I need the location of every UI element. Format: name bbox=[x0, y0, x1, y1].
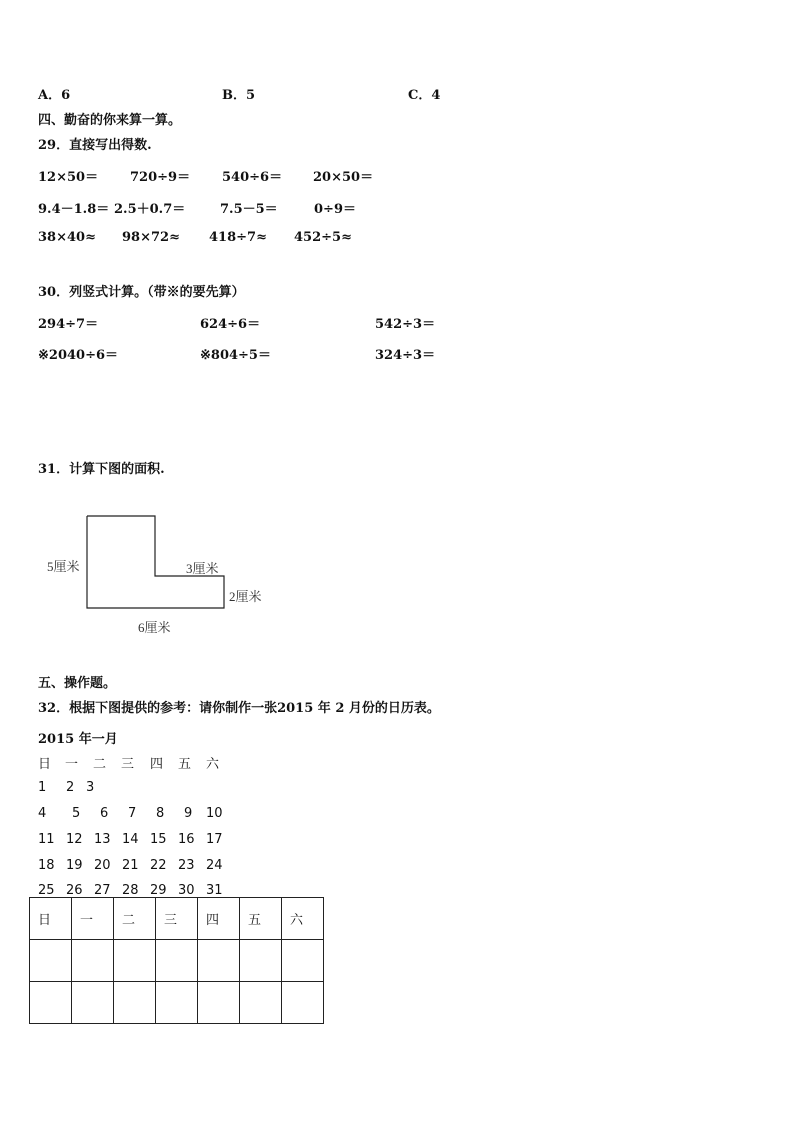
choice-b: B．5 bbox=[222, 88, 256, 103]
weekday-label: 二 bbox=[93, 757, 107, 772]
calendar-day: 6 bbox=[100, 806, 109, 821]
q29-item: 98×72≈ bbox=[122, 230, 180, 245]
q29-item: 7.5－5＝ bbox=[220, 202, 278, 217]
q29-item: 2.5＋0.7＝ bbox=[114, 202, 186, 217]
q30-item: 624÷6＝ bbox=[200, 317, 261, 332]
grid-empty-cell[interactable] bbox=[114, 940, 156, 982]
calendar-title: 2015 年一月 bbox=[38, 732, 118, 747]
calendar-day: 30 bbox=[178, 883, 195, 898]
q29-item: 0÷9＝ bbox=[314, 202, 356, 217]
calendar-day: 17 bbox=[206, 832, 223, 847]
q29-item: 418÷7≈ bbox=[209, 230, 267, 245]
q30-item: 294÷7＝ bbox=[38, 317, 99, 332]
calendar-day: 8 bbox=[156, 806, 165, 821]
grid-empty-cell[interactable] bbox=[240, 940, 282, 982]
grid-header-cell: 三 bbox=[156, 898, 198, 940]
grid-header-cell: 六 bbox=[282, 898, 324, 940]
grid-empty-cell[interactable] bbox=[72, 982, 114, 1024]
choice-a: A．6 bbox=[38, 88, 71, 103]
calendar-day: 24 bbox=[206, 858, 223, 873]
q30-title: 30．列竖式计算。（带※的要先算） bbox=[38, 285, 245, 300]
calendar-day: 20 bbox=[94, 858, 111, 873]
grid-empty-cell[interactable] bbox=[282, 940, 324, 982]
q30-item: 324÷3＝ bbox=[375, 348, 436, 363]
weekday-label: 三 bbox=[121, 757, 135, 772]
grid-empty-cell[interactable] bbox=[72, 940, 114, 982]
grid-empty-cell[interactable] bbox=[30, 940, 72, 982]
q29-item: 452÷5≈ bbox=[294, 230, 352, 245]
calendar-day: 1 bbox=[38, 780, 47, 795]
grid-header-cell: 日 bbox=[30, 898, 72, 940]
section-4-title: 四、勤奋的你来算一算。 bbox=[38, 113, 182, 128]
grid-empty-cell[interactable] bbox=[240, 982, 282, 1024]
calendar-day: 27 bbox=[94, 883, 111, 898]
weekday-label: 六 bbox=[206, 757, 220, 772]
weekday-label: 一 bbox=[65, 757, 79, 772]
calendar-day: 15 bbox=[150, 832, 167, 847]
grid-header-cell: 一 bbox=[72, 898, 114, 940]
q30-item: ※804÷5＝ bbox=[200, 348, 271, 363]
choice-c: C．4 bbox=[408, 88, 441, 103]
calendar-day: 16 bbox=[178, 832, 195, 847]
q29-item: 38×40≈ bbox=[38, 230, 96, 245]
calendar-day: 19 bbox=[66, 858, 83, 873]
calendar-day: 21 bbox=[122, 858, 139, 873]
calendar-day: 12 bbox=[66, 832, 83, 847]
grid-empty-cell[interactable] bbox=[114, 982, 156, 1024]
grid-header-cell: 二 bbox=[114, 898, 156, 940]
calendar-day: 28 bbox=[122, 883, 139, 898]
q29-item: 12×50＝ bbox=[38, 170, 99, 185]
calendar-day: 18 bbox=[38, 858, 55, 873]
calendar-day: 26 bbox=[66, 883, 83, 898]
figure-left-label: 5厘米 bbox=[47, 559, 80, 574]
calendar-day: 5 bbox=[72, 806, 81, 821]
calendar-day: 2 bbox=[66, 780, 75, 795]
calendar-grid-row bbox=[30, 982, 324, 1024]
grid-empty-cell[interactable] bbox=[156, 982, 198, 1024]
weekday-label: 五 bbox=[178, 757, 192, 772]
grid-empty-cell[interactable] bbox=[198, 940, 240, 982]
calendar-day: 22 bbox=[150, 858, 167, 873]
grid-empty-cell[interactable] bbox=[198, 982, 240, 1024]
q29-item: 20×50＝ bbox=[313, 170, 374, 185]
calendar-day: 31 bbox=[206, 883, 223, 898]
calendar-day: 13 bbox=[94, 832, 111, 847]
calendar-day: 7 bbox=[128, 806, 137, 821]
calendar-day: 25 bbox=[38, 883, 55, 898]
grid-header-cell: 四 bbox=[198, 898, 240, 940]
figure-inner-label: 3厘米 bbox=[186, 561, 219, 576]
q30-item: ※2040÷6＝ bbox=[38, 348, 119, 363]
calendar-day: 4 bbox=[38, 806, 47, 821]
calendar-day: 14 bbox=[122, 832, 139, 847]
calendar-day: 29 bbox=[150, 883, 167, 898]
weekday-label: 日 bbox=[38, 757, 52, 772]
grid-empty-cell[interactable] bbox=[30, 982, 72, 1024]
section-5-title: 五、操作题。 bbox=[38, 676, 117, 691]
calendar-grid-header-row bbox=[30, 898, 324, 940]
q32-title: 32．根据下图提供的参考：请你制作一张2015 年 2 月份的日历表。 bbox=[38, 701, 440, 716]
q29-item: 720÷9＝ bbox=[130, 170, 191, 185]
q31-title: 31．计算下图的面积. bbox=[38, 462, 165, 477]
weekday-label: 四 bbox=[150, 757, 164, 772]
calendar-day: 10 bbox=[206, 806, 223, 821]
q29-title: 29．直接写出得数. bbox=[38, 138, 152, 153]
figure-bottom-label: 6厘米 bbox=[138, 620, 171, 635]
calendar-grid-row bbox=[30, 940, 324, 982]
grid-empty-cell[interactable] bbox=[282, 982, 324, 1024]
q29-item: 540÷6＝ bbox=[222, 170, 283, 185]
calendar-day: 3 bbox=[86, 780, 95, 795]
calendar-day: 11 bbox=[38, 832, 55, 847]
figure-right-label: 2厘米 bbox=[229, 589, 262, 604]
grid-empty-cell[interactable] bbox=[156, 940, 198, 982]
q29-item: 9.4－1.8＝ bbox=[38, 202, 110, 217]
q30-item: 542÷3＝ bbox=[375, 317, 436, 332]
blank-calendar-grid bbox=[29, 897, 324, 1024]
calendar-day: 9 bbox=[184, 806, 193, 821]
grid-header-cell: 五 bbox=[240, 898, 282, 940]
calendar-day: 23 bbox=[178, 858, 195, 873]
